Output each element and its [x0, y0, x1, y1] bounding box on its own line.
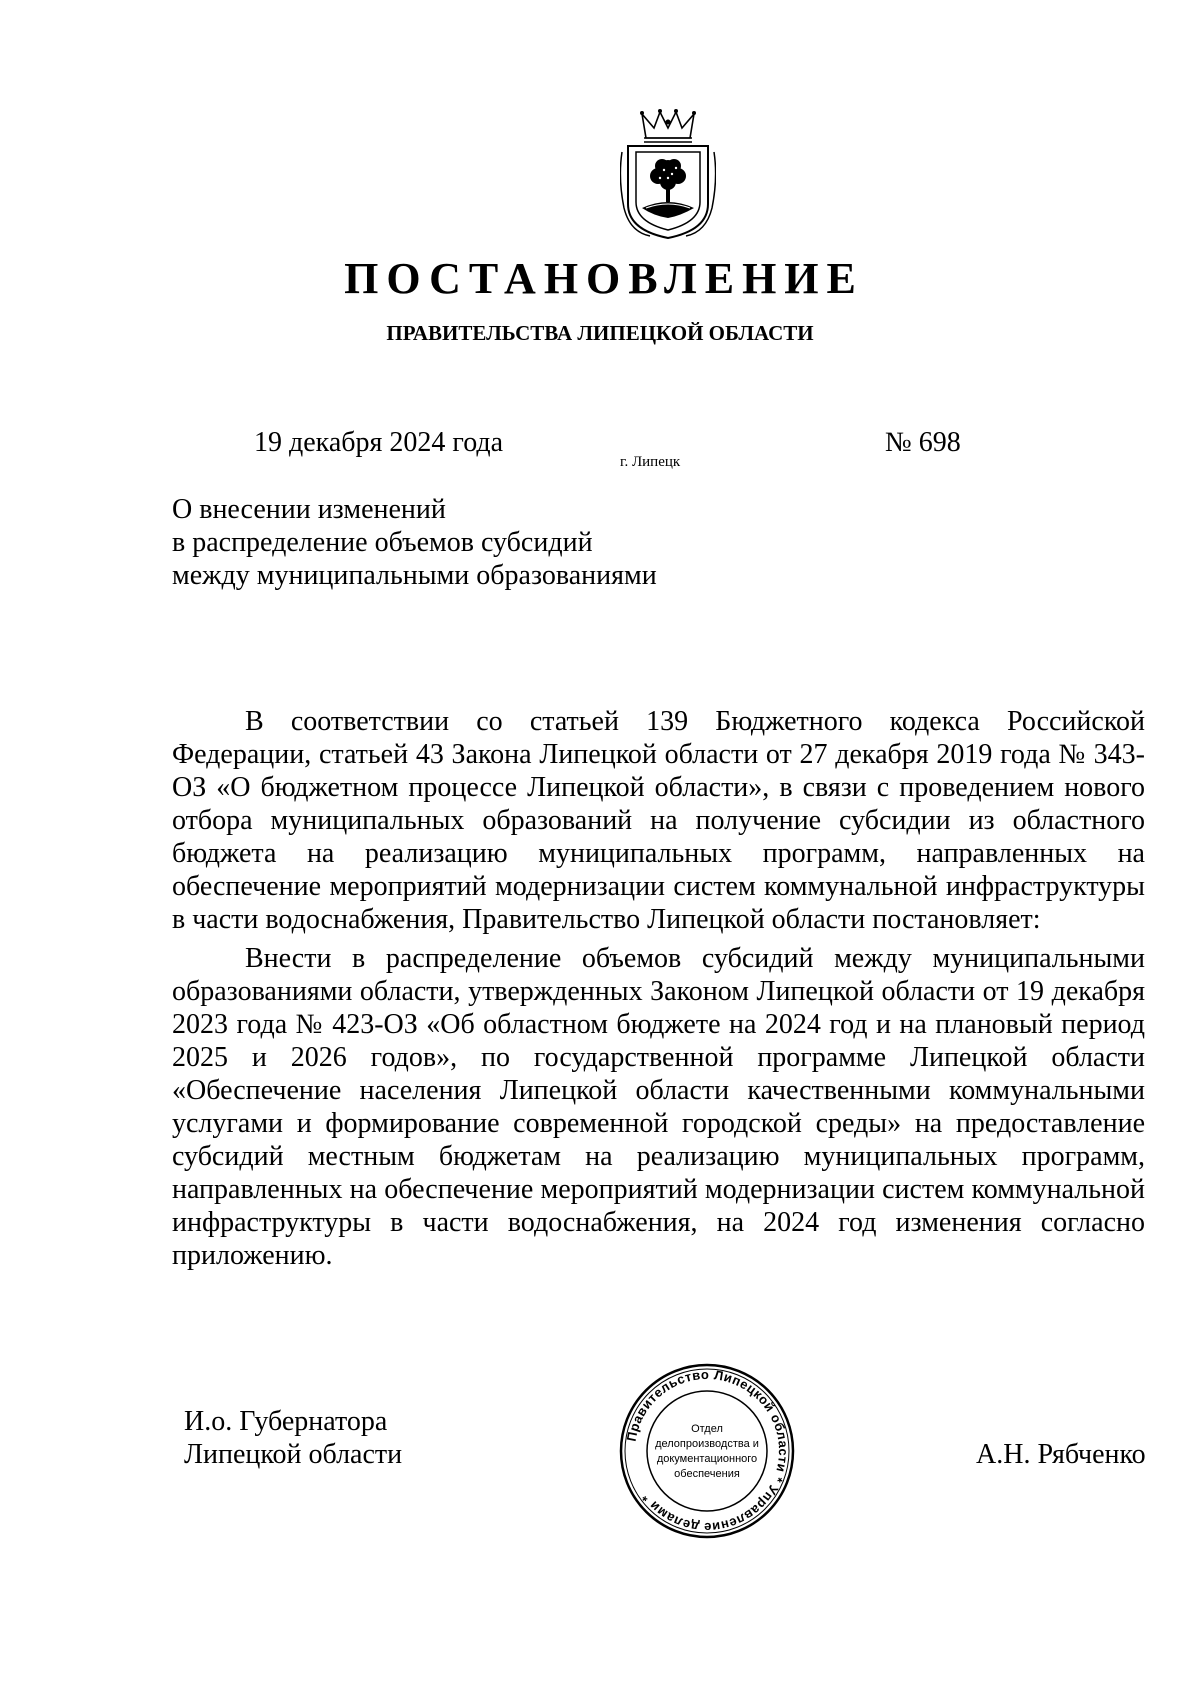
- signatory-position-line: И.о. Губернатора: [184, 1406, 388, 1437]
- stamp-inner-line: делопроизводства и: [655, 1438, 759, 1450]
- signatory-name: А.Н. Рябченко: [976, 1439, 1146, 1470]
- coat-of-arms-icon: [620, 108, 716, 240]
- stamp-seal-icon: [618, 1362, 796, 1540]
- document-issuer: ПРАВИТЕЛЬСТВА ЛИПЕЦКОЙ ОБЛАСТИ: [386, 321, 814, 345]
- stamp-inner-line: документационного: [656, 1453, 758, 1465]
- stamp-inner-line: обеспечения: [674, 1468, 740, 1480]
- signatory-position: [184, 1405, 402, 1471]
- document-body: [172, 705, 1145, 1278]
- subject-line: в распределение объемов субсидий: [172, 527, 593, 558]
- document-city: г. Липецк: [620, 454, 681, 470]
- coat-of-arms-emblem: [620, 108, 716, 240]
- document-date: 19 декабря 2024 года: [254, 427, 504, 458]
- document-number: № 698: [885, 427, 961, 458]
- subject-line: между муниципальными образованиями: [172, 560, 657, 591]
- document-subject: [172, 493, 657, 592]
- body-paragraph: В соответствии со статьей 139 Бюджетного кодекса Российской Федерации, статьей 43 Закона Липецкой области от 27 декабря 2019 года № 343-ОЗ «О бюджетном процессе Липецкой области», в связи с проведением нового отбора муниципальных образований на получение субсидии из областного бюджета на реализацию муниципальных программ, направленных на обеспечение мероприятий модернизации систем коммунальной инфраструктуры в части водоснабжения, Правительство Липецкой области постановляет:: [172, 706, 1145, 935]
- stamp-outer-text: Правительство Липецкой области * Управление делами *: [623, 1366, 792, 1536]
- subject-line: О внесении изменений: [172, 494, 446, 525]
- body-paragraph: Внести в распределение объемов субсидий между муниципальными образованиями области, утвержденных Законом Липецкой области от 19 декабря 2023 года № 423-ОЗ «Об областном бюджете на 2024 год и на плановый период 2025 и 2026 годов», по государственной программе Липецкой области «Обеспечение населения Липецкой области качественными коммунальными услугами и формирование современной городской среды» на предоставление субсидий местным бюджетам на реализацию муниципальных программ, направленных на обеспечение мероприятий модернизации систем коммунальной инфраструктуры в части водоснабжения, на 2024 год изменения согласно приложению.: [172, 943, 1145, 1271]
- document-title: ПОСТАНОВЛЕНИЕ: [344, 254, 864, 303]
- official-stamp: [618, 1362, 796, 1540]
- stamp-inner-line: Отдел: [691, 1423, 723, 1435]
- svg-text:Правительство Липецкой области: [624, 1367, 791, 1535]
- signatory-position-line: Липецкой области: [184, 1439, 403, 1470]
